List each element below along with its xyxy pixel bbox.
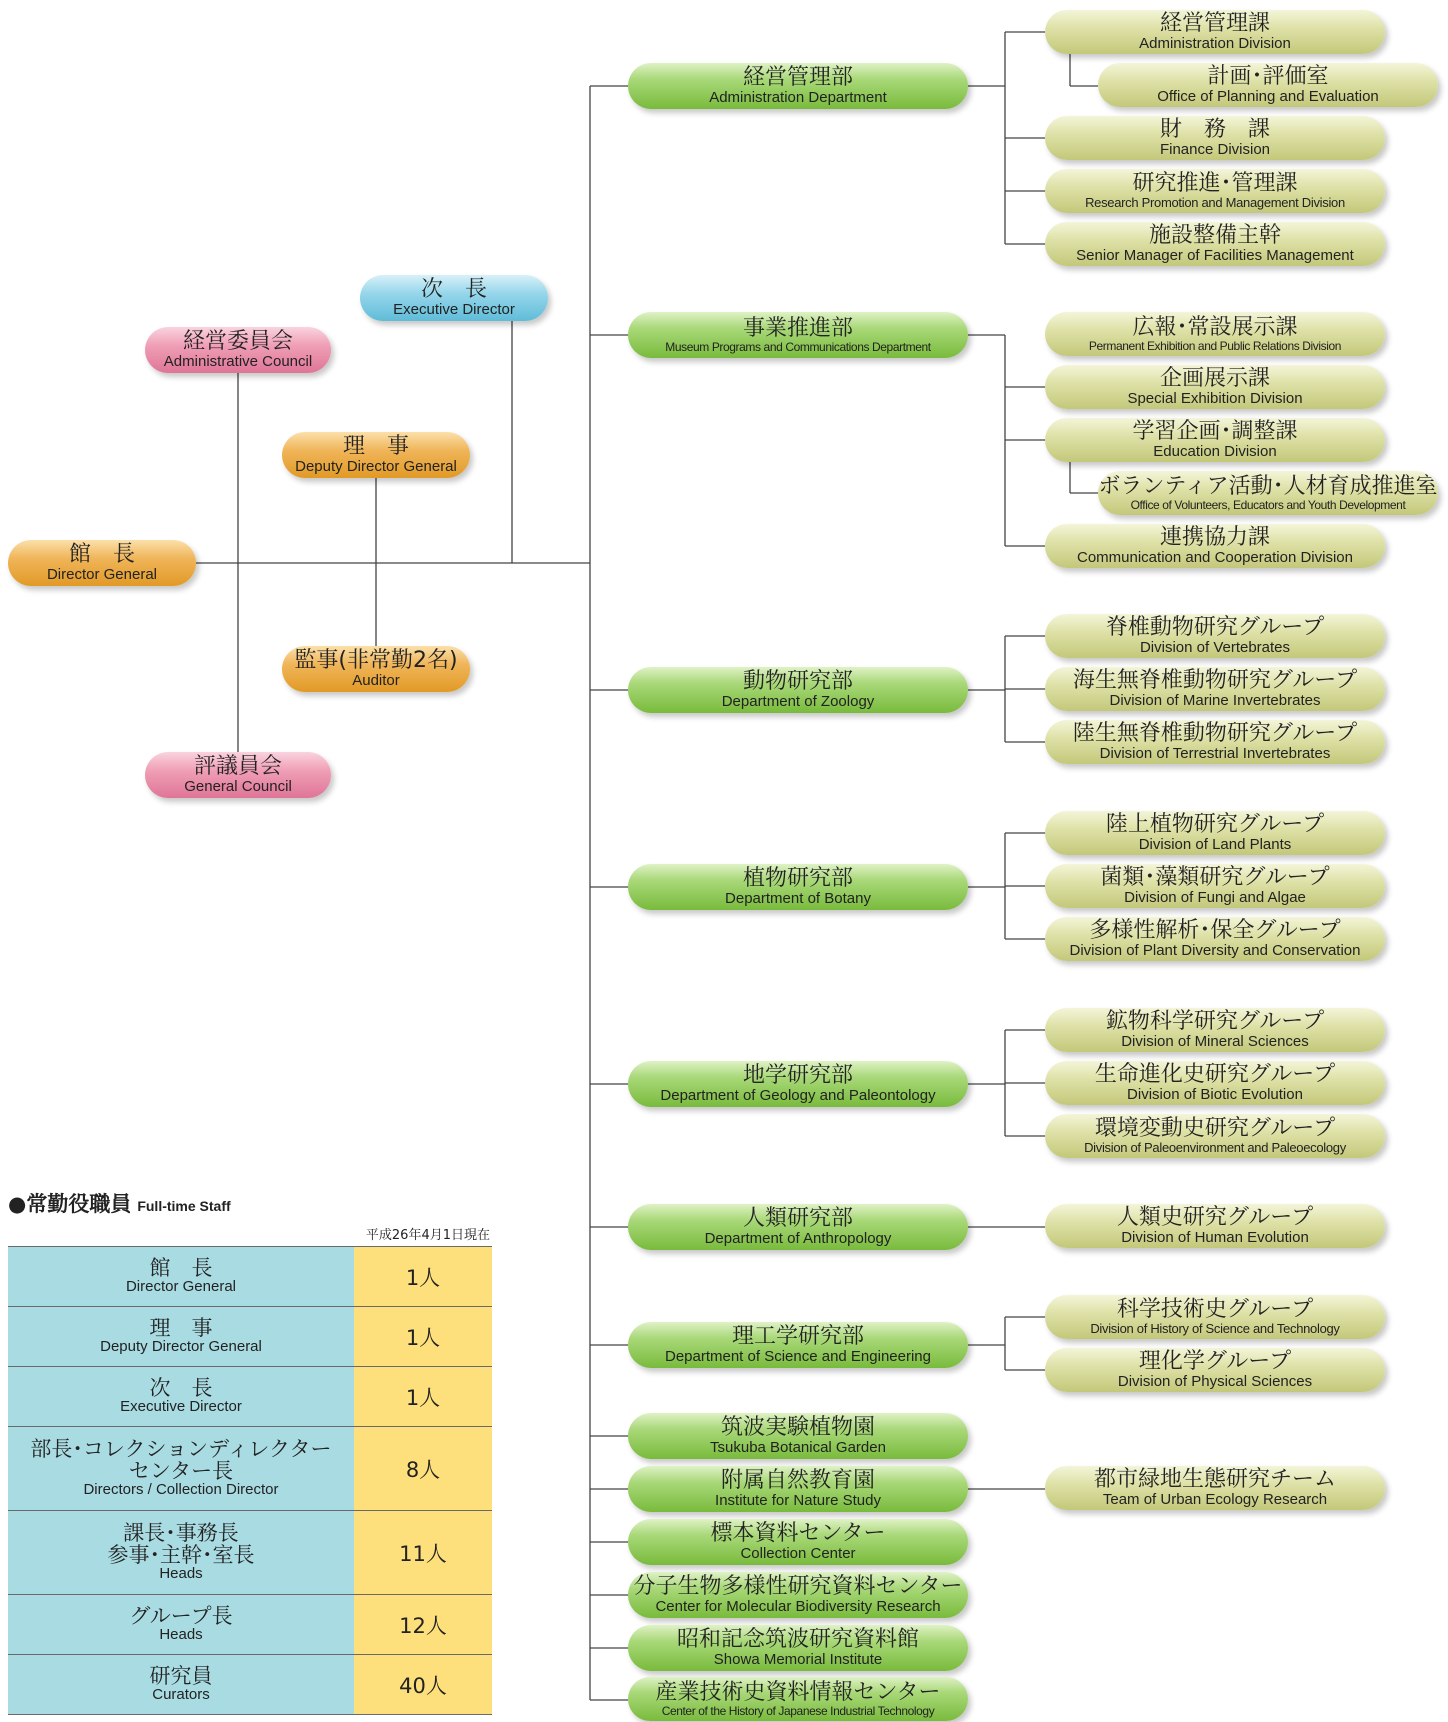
- department-node: [628, 1625, 968, 1671]
- administrative-council-node: [145, 327, 331, 373]
- node-label-jp: 標本資料センター: [710, 1521, 886, 1546]
- node-label-en: Executive Director: [393, 301, 515, 318]
- role-jp: 次 長: [149, 1376, 213, 1401]
- node-label-en: Showa Memorial Institute: [713, 1651, 883, 1668]
- node-label-jp: 植物研究部: [742, 866, 853, 891]
- director-general-node: [8, 540, 196, 586]
- division-node: [1098, 471, 1438, 515]
- department-node: [628, 1061, 968, 1107]
- as-of-date: 平成26年4月1日現在: [365, 1228, 490, 1243]
- node-label-en: Division of Marine Invertebrates: [1109, 692, 1321, 709]
- node-label-jp: 科学技術史グループ: [1116, 1297, 1314, 1322]
- department-node: [628, 1204, 968, 1250]
- node-label-jp: 地学研究部: [742, 1063, 853, 1088]
- node-label-en: Division of Vertebrates: [1139, 639, 1291, 656]
- table-row: [8, 1367, 492, 1427]
- node-label-jp: 施設整備主幹: [1148, 223, 1281, 248]
- division-node: [1045, 1295, 1385, 1339]
- node-label-en: Division of History of Science and Technology: [1090, 1321, 1340, 1336]
- staff-count-cell: 40人: [354, 1655, 492, 1715]
- node-label-jp: 産業技術史資料情報センター: [655, 1679, 941, 1705]
- node-label-en: Administrative Council: [163, 353, 313, 370]
- node-label-jp: 館 長: [68, 542, 135, 567]
- node-label-jp: 昭和記念筑波研究資料館: [676, 1627, 919, 1652]
- division-node: [1045, 1204, 1385, 1248]
- node-label-en: Division of Land Plants: [1138, 836, 1292, 853]
- node-label-jp: 生命進化史研究グループ: [1094, 1062, 1336, 1087]
- node-label-jp: 脊椎動物研究グループ: [1105, 615, 1325, 640]
- node-label-en: Museum Programs and Communications Department: [665, 339, 931, 354]
- node-label-en: Communication and Cooperation Division: [1077, 549, 1353, 566]
- node-label-en: Team of Urban Ecology Research: [1102, 1491, 1328, 1508]
- node-label-jp: 経営委員会: [182, 329, 293, 354]
- node-label-en: Deputy Director General: [295, 458, 457, 475]
- node-label-en: Department of Geology and Paleontology: [660, 1087, 936, 1104]
- division-node: [1045, 222, 1385, 266]
- node-label-jp: 人類史研究グループ: [1116, 1205, 1314, 1230]
- node-label-jp: 評議員会: [193, 754, 282, 779]
- role-en: Directors / Collection Director: [83, 1481, 279, 1499]
- staff-section-title: [8, 1188, 231, 1218]
- table-row: [8, 1427, 492, 1511]
- node-label-jp: 都市緑地生態研究チーム: [1093, 1467, 1336, 1492]
- node-label-en: Education Division: [1153, 443, 1277, 460]
- node-label-jp: 多様性解析･保全グループ: [1089, 918, 1341, 943]
- node-label-jp: 連携協力課: [1159, 525, 1270, 550]
- node-label-en: General Council: [184, 778, 292, 795]
- node-label-jp: 事業推進部: [742, 315, 853, 341]
- role-en: Executive Director: [120, 1398, 242, 1416]
- node-label-en: Division of Biotic Evolution: [1127, 1086, 1303, 1103]
- department-node: [628, 1572, 968, 1618]
- table-row: [8, 1511, 492, 1595]
- node-label-jp: 陸上植物研究グループ: [1105, 812, 1325, 837]
- role-en: Heads: [159, 1565, 203, 1583]
- department-node: [628, 1322, 968, 1368]
- node-label-en: Institute for Nature Study: [715, 1492, 881, 1509]
- role-en: Director General: [125, 1278, 237, 1296]
- role-jp: 理 事: [149, 1316, 213, 1341]
- staff-count-cell: 11人: [354, 1511, 492, 1595]
- division-node: [1045, 418, 1385, 462]
- table-row: [8, 1655, 492, 1715]
- role-jp-line2: センター長: [128, 1459, 234, 1484]
- division-node: [1098, 63, 1438, 107]
- node-label-jp: 分子生物多様性研究資料センター: [633, 1574, 963, 1599]
- node-label-jp: 監事(非常勤2名): [294, 648, 458, 673]
- role-en: Heads: [159, 1626, 203, 1644]
- node-label-jp: 陸生無脊椎動物研究グループ: [1072, 721, 1358, 746]
- staff-table: [8, 1246, 492, 1715]
- division-node: [1045, 1061, 1385, 1105]
- node-label-en: Tsukuba Botanical Garden: [710, 1439, 886, 1456]
- role-en: Deputy Director General: [100, 1338, 262, 1356]
- role-jp: 館 長: [149, 1256, 213, 1281]
- node-label-en: Administration Department: [709, 89, 887, 106]
- staff-role-cell: [8, 1427, 354, 1511]
- division-node: [1045, 365, 1385, 409]
- table-row: [8, 1595, 492, 1655]
- node-label-jp: 理工学研究部: [731, 1324, 864, 1349]
- node-label-en: Division of Fungi and Algae: [1124, 889, 1306, 906]
- node-label-en: Research Promotion and Management Division: [1085, 195, 1345, 210]
- node-label-jp: 人類研究部: [742, 1206, 853, 1231]
- general-council-node: [145, 752, 331, 798]
- staff-role-cell: [8, 1511, 354, 1595]
- division-node: [1045, 667, 1385, 711]
- role-jp: グループ長: [129, 1604, 233, 1629]
- division-node: [1045, 1348, 1385, 1392]
- node-label-en: Auditor: [352, 672, 400, 689]
- node-label-en: Division of Human Evolution: [1121, 1229, 1309, 1246]
- division-node: [1045, 169, 1385, 213]
- node-label-jp: 海生無脊椎動物研究グループ: [1072, 668, 1358, 693]
- department-node: [628, 1519, 968, 1565]
- staff-count-cell: 12人: [354, 1595, 492, 1655]
- node-label-en: Administration Division: [1139, 35, 1291, 52]
- division-node: [1045, 524, 1385, 568]
- node-label-en: Office of Planning and Evaluation: [1157, 88, 1379, 105]
- node-label-en: Permanent Exhibition and Public Relations Division: [1088, 338, 1342, 353]
- division-node: [1045, 917, 1385, 961]
- node-label-jp: 次 長: [420, 277, 487, 302]
- division-node: [1045, 312, 1385, 356]
- table-row: [8, 1247, 492, 1307]
- node-label-en: Division of Terrestrial Invertebrates: [1099, 745, 1331, 762]
- node-label-jp: 鉱物科学研究グループ: [1105, 1009, 1325, 1034]
- role-en: Curators: [152, 1686, 210, 1704]
- node-label-en: Division of Paleoenvironment and Paleoecology: [1084, 1140, 1346, 1155]
- node-label-jp: 動物研究部: [742, 669, 853, 694]
- node-label-jp: 菌類･藻類研究グループ: [1100, 865, 1330, 890]
- staff-count-cell: 1人: [354, 1367, 492, 1427]
- staff-role-cell: [8, 1595, 354, 1655]
- division-node: [1045, 614, 1385, 658]
- node-label-en: Department of Science and Engineering: [664, 1348, 931, 1365]
- department-node: [628, 1677, 968, 1721]
- node-label-jp: 理 事: [342, 434, 409, 459]
- staff-count-cell: 1人: [354, 1307, 492, 1367]
- division-node: [1045, 1114, 1385, 1158]
- node-label-jp: 財 務 課: [1159, 117, 1270, 142]
- node-label-en: Center for Molecular Biodiversity Research: [655, 1598, 941, 1615]
- node-label-en: Center of the History of Japanese Industrial Technology: [661, 1703, 935, 1718]
- role-jp-line2: 参事･主幹･室長: [107, 1543, 255, 1568]
- department-node: [628, 667, 968, 713]
- staff-title-jp: ●常勤役職員: [8, 1192, 132, 1216]
- department-node: [628, 312, 968, 358]
- node-label-en: Director General: [46, 566, 158, 583]
- staff-role-cell: [8, 1307, 354, 1367]
- staff-role-cell: [8, 1247, 354, 1307]
- division-node: [1045, 116, 1385, 160]
- node-label-jp: 筑波実験植物園: [720, 1415, 875, 1440]
- node-label-jp: 経営管理課: [1159, 11, 1270, 36]
- role-jp: 研究員: [149, 1664, 213, 1689]
- staff-count-cell: 8人: [354, 1427, 492, 1511]
- executive-director-node: [360, 275, 548, 321]
- role-jp: 課長･事務長: [123, 1521, 239, 1546]
- node-label-jp: 計画･評価室: [1207, 64, 1329, 89]
- department-node: [628, 1413, 968, 1459]
- table-row: [8, 1307, 492, 1367]
- staff-title-en: Full-time Staff: [137, 1198, 231, 1214]
- node-label-en: Division of Physical Sciences: [1117, 1373, 1313, 1390]
- division-node: [1045, 720, 1385, 764]
- node-label-jp: 環境変動史研究グループ: [1094, 1116, 1336, 1141]
- division-node: [1045, 864, 1385, 908]
- node-label-jp: 学習企画･調整課: [1132, 419, 1298, 444]
- node-label-en: Department of Anthropology: [704, 1230, 892, 1247]
- staff-role-cell: [8, 1655, 354, 1715]
- node-label-en: Division of Mineral Sciences: [1121, 1033, 1309, 1050]
- node-label-en: Finance Division: [1159, 141, 1271, 158]
- node-label-en: Department of Zoology: [721, 693, 875, 710]
- node-label-jp: 経営管理部: [742, 65, 853, 90]
- node-label-jp: ボランティア活動･人材育成推進室: [1098, 473, 1438, 499]
- deputy-director-general-node: [282, 432, 470, 478]
- division-node: [1045, 1466, 1385, 1510]
- node-label-en: Office of Volunteers, Educators and Youth Development: [1130, 497, 1406, 512]
- node-label-en: Division of Plant Diversity and Conservation: [1069, 942, 1361, 959]
- department-node: [628, 1466, 968, 1512]
- node-label-jp: 広報･常設展示課: [1132, 314, 1298, 340]
- staff-role-cell: [8, 1367, 354, 1427]
- node-label-en: Collection Center: [740, 1545, 856, 1562]
- node-label-en: Department of Botany: [725, 890, 871, 907]
- division-node: [1045, 811, 1385, 855]
- node-label-jp: 附属自然教育園: [720, 1468, 875, 1493]
- division-node: [1045, 10, 1385, 54]
- staff-count-cell: 1人: [354, 1247, 492, 1307]
- department-node: [628, 63, 968, 109]
- auditor-node: [282, 646, 470, 692]
- node-label-en: Senior Manager of Facilities Management: [1076, 247, 1354, 264]
- role-jp: 部長･コレクションディレクター: [30, 1437, 332, 1462]
- node-label-en: Special Exhibition Division: [1127, 390, 1303, 407]
- node-label-jp: 研究推進･管理課: [1132, 171, 1298, 196]
- department-node: [628, 864, 968, 910]
- division-node: [1045, 1008, 1385, 1052]
- node-label-jp: 企画展示課: [1159, 366, 1270, 391]
- node-label-jp: 理化学グループ: [1138, 1349, 1292, 1374]
